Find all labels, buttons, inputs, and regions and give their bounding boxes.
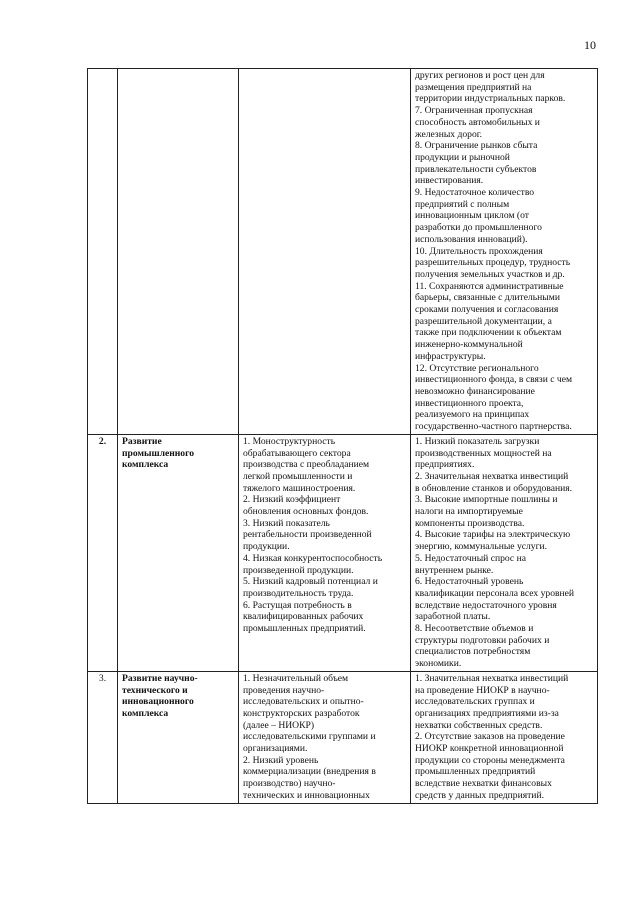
text-line: инвестирования. — [415, 175, 484, 187]
text-line: продукции. — [243, 541, 290, 553]
text-line: произведенной продукции. — [243, 564, 354, 576]
text-line: 1. Моноструктурность — [243, 435, 336, 447]
direction-cell — [118, 69, 239, 435]
text-line: государственно-частного партнерства. — [415, 421, 572, 433]
text-line: сроками получения и согласования — [415, 304, 559, 316]
text-line: нехватки собственных средств. — [415, 719, 543, 731]
text-line: в обновление станков и оборудования. — [415, 482, 573, 494]
text-line: средств у данных предприятий. — [415, 789, 544, 801]
text-line: продукции и рыночной — [415, 151, 510, 163]
text-line: квалифицированных рабочих — [243, 611, 364, 623]
text-line: исследовательских и опытно- — [243, 696, 364, 708]
text-line: инновационным циклом (от — [415, 210, 529, 222]
text-line: комплекса — [122, 707, 169, 719]
table-row — [88, 434, 598, 671]
text-line: 2. Значительная нехватка инвестиций — [415, 470, 569, 482]
text-line: 10. Длительность прохождения — [415, 245, 543, 257]
text-line: 6. Растущая потребность в — [243, 599, 352, 611]
text-line: исследовательскими группами и — [243, 731, 376, 743]
text-line: вследствие недостаточного уровня — [415, 599, 557, 611]
table-row — [88, 671, 598, 803]
row-number-cell: 3. — [88, 671, 118, 803]
text-line: производства с преобладанием — [243, 459, 370, 471]
text-line: организациях предприятиями из-за — [415, 707, 559, 719]
text-line: разработки до промышленного — [415, 222, 542, 234]
text-line: инновационного — [122, 696, 194, 708]
text-line: конструкторских разработок — [243, 707, 360, 719]
text-line: обрабатывающего сектора — [243, 447, 351, 459]
causes-cell — [411, 69, 598, 435]
text-line: способность автомобильных и — [415, 116, 540, 128]
text-line: внутреннем рынке. — [415, 564, 494, 576]
text-line: получения земельных участков и др. — [415, 268, 565, 280]
row-number-cell: 2. — [88, 434, 118, 671]
text-line: 1. Незначительный объем — [243, 672, 349, 684]
row-number-cell — [88, 69, 118, 435]
text-line: 1. Низкий показатель загрузки — [415, 435, 540, 447]
text-line: инвестиционного фонда, в связи с чем — [415, 374, 573, 386]
text-line: промышленных предприятий. — [243, 623, 366, 635]
text-line: производственных мощностей на — [415, 447, 552, 459]
text-line: специалистов потребностям — [415, 646, 531, 658]
text-line: невозможно финансирование — [415, 385, 535, 397]
text-line: также при подключении к объектам — [415, 327, 562, 339]
text-line: на проведение НИОКР в научно- — [415, 684, 550, 696]
text-line: производительность труда. — [243, 587, 354, 599]
text-line: проведения научно- — [243, 684, 325, 696]
text-line: 11. Сохраняются административные — [415, 280, 564, 292]
text-line: исследовательских группах и — [415, 696, 535, 708]
text-line: Развитие — [122, 435, 162, 447]
text-line: экономики. — [415, 658, 462, 670]
text-line: тяжелого машиностроения. — [243, 482, 356, 494]
text-line: технических и инновационных — [243, 789, 370, 801]
page-number: 10 — [584, 38, 596, 52]
text-line: инвестиционного проекта, — [415, 397, 524, 409]
text-line: 2. Отсутствие заказов на проведение — [415, 731, 565, 743]
causes-cell — [411, 671, 598, 803]
text-line: разрешительных процедур, трудность — [415, 257, 571, 269]
text-line: 9. Недостаточное количество — [415, 187, 535, 199]
problems-cell — [239, 69, 411, 435]
text-line: территории индустриальных парков. — [415, 93, 566, 105]
text-line: 12. Отсутствие регионального — [415, 362, 539, 374]
text-line: вследствие нехватки финансовых — [415, 778, 552, 790]
text-line: (далее – НИОКР) — [243, 719, 315, 731]
text-line: использования инноваций). — [415, 233, 528, 245]
causes-cell — [411, 434, 598, 671]
text-line: барьеры, связанные с длительными — [415, 292, 560, 304]
text-line: размещения предприятий на — [415, 81, 532, 93]
text-line: 5. Недостаточный спрос на — [415, 552, 526, 564]
text-line: продукции со стороны менеджмента — [415, 754, 565, 766]
direction-cell — [118, 434, 239, 671]
text-line: легкой промышленности и — [243, 470, 353, 482]
text-line: 4. Низкая конкурентоспособность — [243, 552, 383, 564]
text-line: 5. Низкий кадровый потенциал и — [243, 576, 378, 588]
text-line: производство) научно- — [243, 778, 336, 790]
text-line: предприятий с полным — [415, 198, 510, 210]
text-line: 8. Несоответствие объемов и — [415, 623, 534, 635]
text-line: Развитие научно- — [122, 672, 198, 684]
text-line: 4. Высокие тарифы на электрическую — [415, 529, 571, 541]
text-line: 2. Низкий коэффициент — [243, 494, 341, 506]
problems-cell — [239, 671, 411, 803]
text-line: технического и — [122, 684, 188, 696]
direction-cell — [118, 671, 239, 803]
text-line: заработной платы. — [415, 611, 491, 623]
text-line: коммерциализации (внедрения в — [243, 766, 376, 778]
text-line: организациями. — [243, 743, 308, 755]
problems-cell — [239, 434, 411, 671]
text-line: комплекса — [122, 459, 169, 471]
text-line: обновления основных фондов. — [243, 506, 369, 518]
text-line: привлекательности субъектов — [415, 163, 537, 175]
text-line: 3. Низкий показатель — [243, 517, 330, 529]
text-line: разрешительной документации, а — [415, 315, 552, 327]
text-line: реализуемого на принципах — [415, 409, 530, 421]
text-line: предприятиях. — [415, 459, 475, 471]
text-line: 7. Ограниченная пропускная — [415, 105, 533, 117]
text-line: компоненты производства. — [415, 517, 525, 529]
text-line: энергию, коммунальные услуги. — [415, 541, 548, 553]
text-line: рентабельности произведенной — [243, 529, 372, 541]
text-line: инженерно-коммунальной — [415, 339, 523, 351]
text-line: 2. Низкий уровень — [243, 754, 319, 766]
text-line: налоги на импортируемые — [415, 506, 523, 518]
text-line: структуры подготовки рабочих и — [415, 634, 550, 646]
text-line: 6. Недостаточный уровень — [415, 576, 524, 588]
text-line: квалификации персонала всех уровней — [415, 587, 575, 599]
text-line: 8. Ограничение рынков сбыта — [415, 140, 538, 152]
text-line: инфраструктуры. — [415, 350, 486, 362]
text-line: промышленного — [122, 447, 195, 459]
text-line: железных дорог. — [415, 128, 483, 140]
problems-table — [87, 68, 598, 804]
table-row — [88, 69, 598, 435]
text-line: промышленных предприятий — [415, 766, 536, 778]
text-line: НИОКР конкретной инновационной — [415, 743, 564, 755]
text-line: 3. Высокие импортные пошлины и — [415, 494, 558, 506]
text-line: других регионов и рост цен для — [415, 70, 545, 81]
text-line: 1. Значительная нехватка инвестиций — [415, 672, 569, 684]
